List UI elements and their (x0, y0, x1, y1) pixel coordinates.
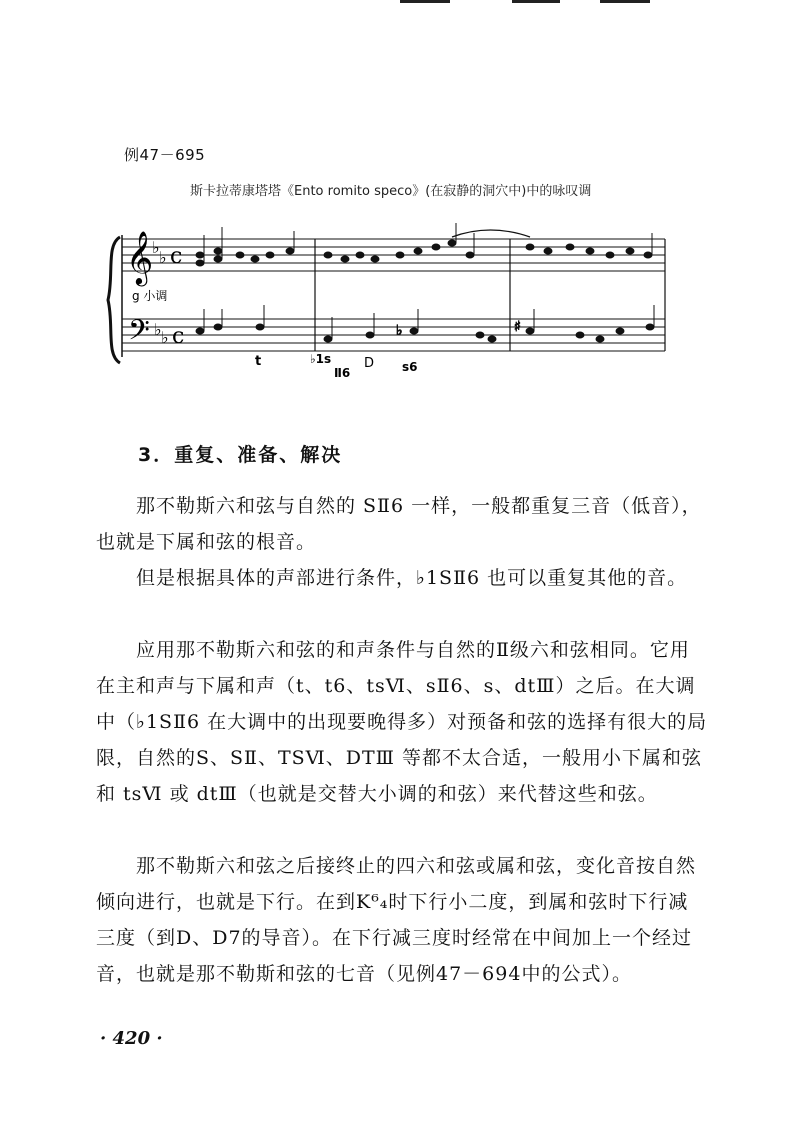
bass-symbol-s6: s6 (402, 360, 418, 374)
paragraph-3: 应用那不勒斯六和弦的和声条件与自然的Ⅱ级六和弦相同。它用在主和声与下属和声（t、t6、tsⅥ、sⅡ6、s、dtⅢ）之后。在大调中（♭1SⅡ6 在大调中的出现要晚得多）对预备和弦的选择有很大的局限，自然的S、SⅡ、TSⅥ、DTⅢ 等都不太合适，一般用小下属和弦和 tsⅥ 或 dtⅢ（也就是交替大小调的和弦）来代替这些和弦。 (96, 639, 708, 805)
key-flat-icon: ♭ (159, 248, 167, 267)
music-score (100, 205, 680, 385)
page-number: · 420 · (100, 1028, 163, 1049)
key-label: g 小调 (132, 289, 168, 303)
paragraph-1: 那不勒斯六和弦与自然的 SⅡ6 一样，一般都重复三音（低音），也就是下属和弦的根音。 (96, 495, 702, 553)
slur (452, 230, 530, 237)
bass-clef-icon: 𝄢 (128, 314, 150, 354)
treble-clef-icon: 𝄞 (126, 230, 154, 284)
key-flat-icon: ♭ (154, 320, 162, 339)
piece-title: 斯卡拉蒂康塔塔《Ento romito speco》(在寂静的洞穴中)中的咏叹调 (190, 184, 592, 199)
bass-symbol-n1: ♭1s (310, 352, 332, 366)
bass-symbol-t: t (255, 354, 262, 369)
section-heading: 3．重复、准备、解决 (138, 444, 343, 466)
svg-text:♭: ♭ (396, 323, 403, 339)
bass-symbol-ii6: Ⅱ6 (334, 366, 351, 380)
time-signature-icon: c (170, 244, 183, 269)
paragraph-4: 那不勒斯六和弦之后接终止的四六和弦或属和弦，变化音按自然倾向进行，也就是下行。在到K⁶₄时下行小二度，到属和弦时下行减三度（到D、D7的导音）。在下行减三度时经常在中间加上一个经过音，也就是那不勒斯和弦的七音（见例47－694中的公式）。 (96, 855, 697, 985)
bass-symbol-d: D (364, 356, 375, 371)
top-rule-1 (400, 0, 450, 3)
bass-notes (196, 305, 654, 342)
grand-staff-brace (108, 237, 120, 363)
time-signature-icon: c (172, 324, 185, 349)
key-flat-icon: ♭ (152, 238, 160, 257)
svg-text:♯: ♯ (514, 319, 521, 335)
top-rule-3 (600, 0, 650, 3)
treble-notes (196, 223, 652, 266)
example-label: 例47－695 (124, 146, 206, 164)
key-flat-icon: ♭ (161, 328, 169, 347)
top-rule-2 (512, 0, 560, 3)
paragraph-2: 但是根据具体的声部进行条件，♭1SⅡ6 也可以重复其他的音。 (136, 567, 688, 589)
